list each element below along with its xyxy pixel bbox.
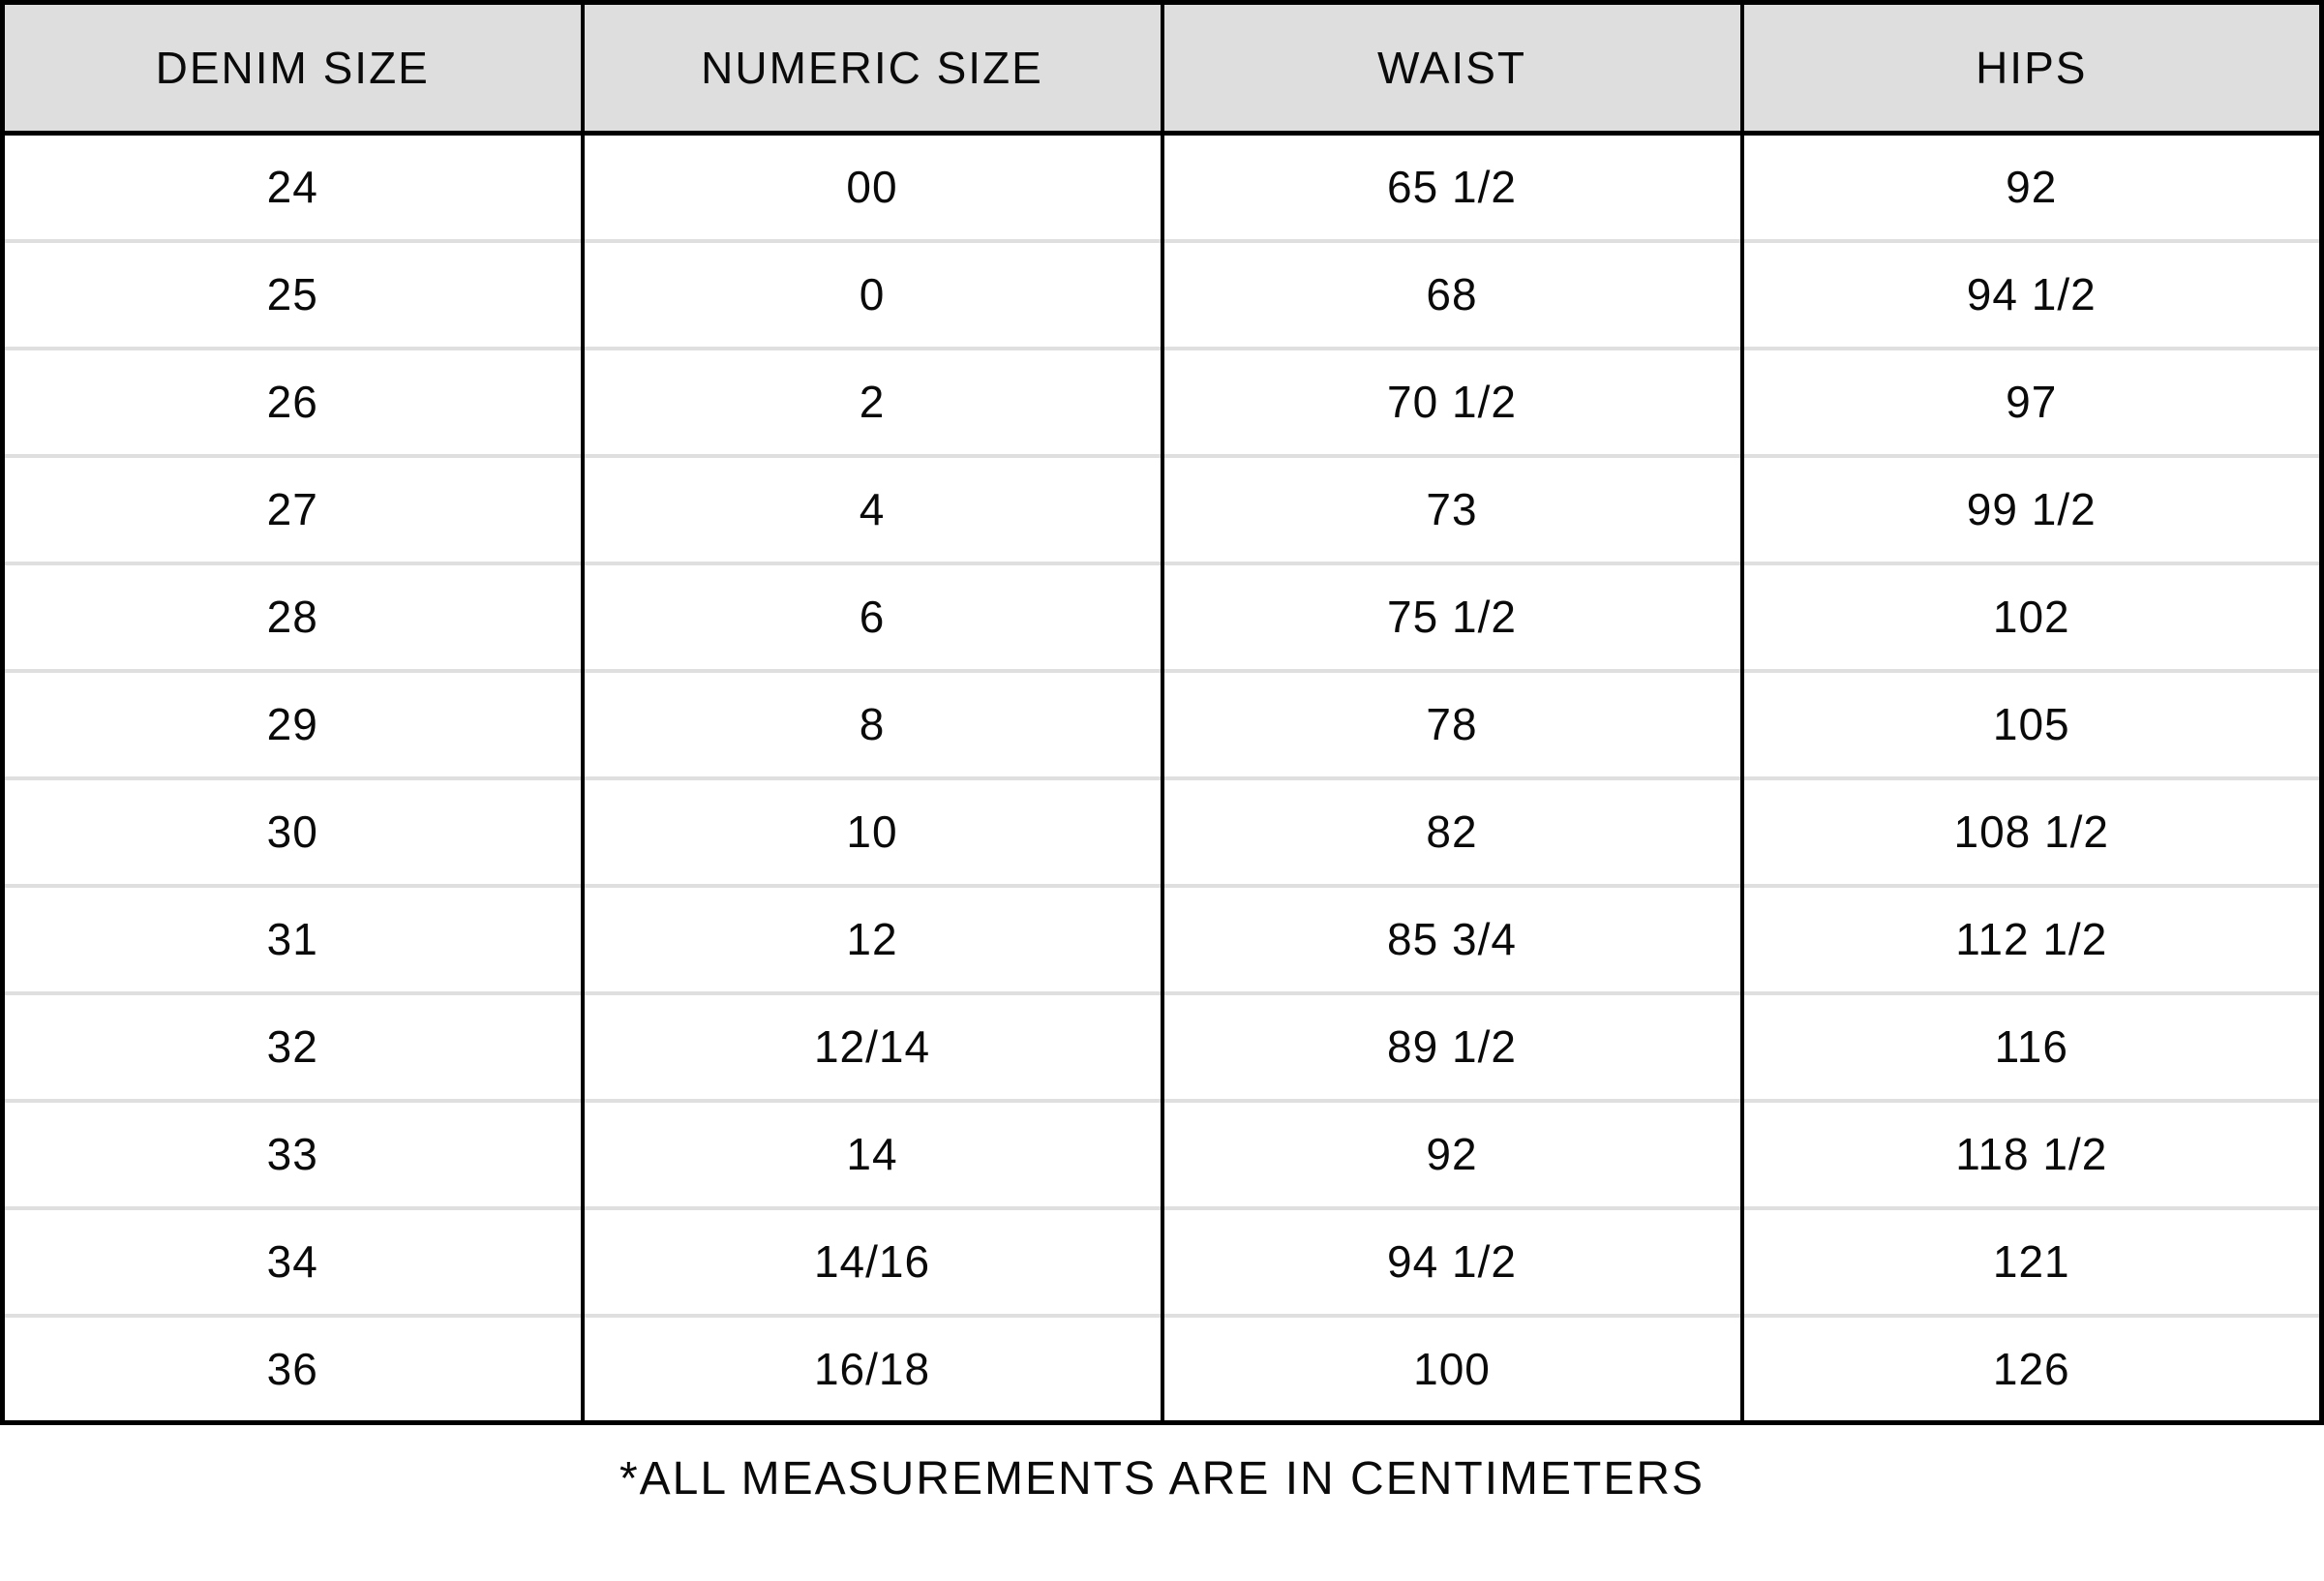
table-cell: 36 — [3, 1316, 583, 1423]
table-row — [3, 241, 2322, 349]
table-cell: 108 1/2 — [1742, 778, 2322, 886]
table-cell: 68 — [1162, 241, 1742, 349]
table-cell: 75 1/2 — [1162, 563, 1742, 671]
column-header-denim-size: DENIM SIZE — [3, 3, 583, 134]
table-cell: 12 — [583, 886, 1162, 993]
table-cell: 85 3/4 — [1162, 886, 1742, 993]
table-cell: 82 — [1162, 778, 1742, 886]
table-cell: 116 — [1742, 993, 2322, 1101]
table-cell: 2 — [583, 349, 1162, 456]
table-cell: 65 1/2 — [1162, 134, 1742, 241]
table-cell: 118 1/2 — [1742, 1101, 2322, 1208]
table-cell: 0 — [583, 241, 1162, 349]
table-cell: 73 — [1162, 456, 1742, 563]
table-cell: 10 — [583, 778, 1162, 886]
table-row — [3, 778, 2322, 886]
column-header-numeric-size: NUMERIC SIZE — [583, 3, 1162, 134]
table-cell: 6 — [583, 563, 1162, 671]
table-cell: 112 1/2 — [1742, 886, 2322, 993]
column-header-hips: HIPS — [1742, 3, 2322, 134]
table-cell: 8 — [583, 671, 1162, 778]
table-row — [3, 134, 2322, 241]
table-cell: 121 — [1742, 1208, 2322, 1316]
table-cell: 14 — [583, 1101, 1162, 1208]
table-cell: 00 — [583, 134, 1162, 241]
table-cell: 32 — [3, 993, 583, 1101]
table-cell: 33 — [3, 1101, 583, 1208]
table-cell: 126 — [1742, 1316, 2322, 1423]
table-cell: 12/14 — [583, 993, 1162, 1101]
table-row — [3, 1101, 2322, 1208]
table-cell: 100 — [1162, 1316, 1742, 1423]
header-row — [3, 3, 2322, 134]
table-row — [3, 349, 2322, 456]
measurements-footnote: *ALL MEASUREMENTS ARE IN CENTIMETERS — [619, 1453, 1705, 1505]
table-row — [3, 886, 2322, 993]
table-cell: 89 1/2 — [1162, 993, 1742, 1101]
table-cell: 102 — [1742, 563, 2322, 671]
table-row — [3, 993, 2322, 1101]
table-cell: 4 — [583, 456, 1162, 563]
table-cell: 99 1/2 — [1742, 456, 2322, 563]
table-row — [3, 456, 2322, 563]
column-header-waist: WAIST — [1162, 3, 1742, 134]
table-cell: 29 — [3, 671, 583, 778]
table-body — [3, 134, 2322, 1423]
table-cell: 16/18 — [583, 1316, 1162, 1423]
table-row — [3, 563, 2322, 671]
table-cell: 78 — [1162, 671, 1742, 778]
table-cell: 27 — [3, 456, 583, 563]
table-cell: 14/16 — [583, 1208, 1162, 1316]
table-cell: 34 — [3, 1208, 583, 1316]
table-cell: 30 — [3, 778, 583, 886]
table-cell: 28 — [3, 563, 583, 671]
table-cell: 26 — [3, 349, 583, 456]
table-cell: 105 — [1742, 671, 2322, 778]
table-cell: 31 — [3, 886, 583, 993]
table-row — [3, 1316, 2322, 1423]
table-cell: 94 1/2 — [1162, 1208, 1742, 1316]
table-cell: 94 1/2 — [1742, 241, 2322, 349]
table-cell: 92 — [1742, 134, 2322, 241]
table-cell: 24 — [3, 134, 583, 241]
table-row — [3, 671, 2322, 778]
table-cell: 25 — [3, 241, 583, 349]
table-cell: 97 — [1742, 349, 2322, 456]
table-row — [3, 1208, 2322, 1316]
table-cell: 92 — [1162, 1101, 1742, 1208]
table-cell: 70 1/2 — [1162, 349, 1742, 456]
